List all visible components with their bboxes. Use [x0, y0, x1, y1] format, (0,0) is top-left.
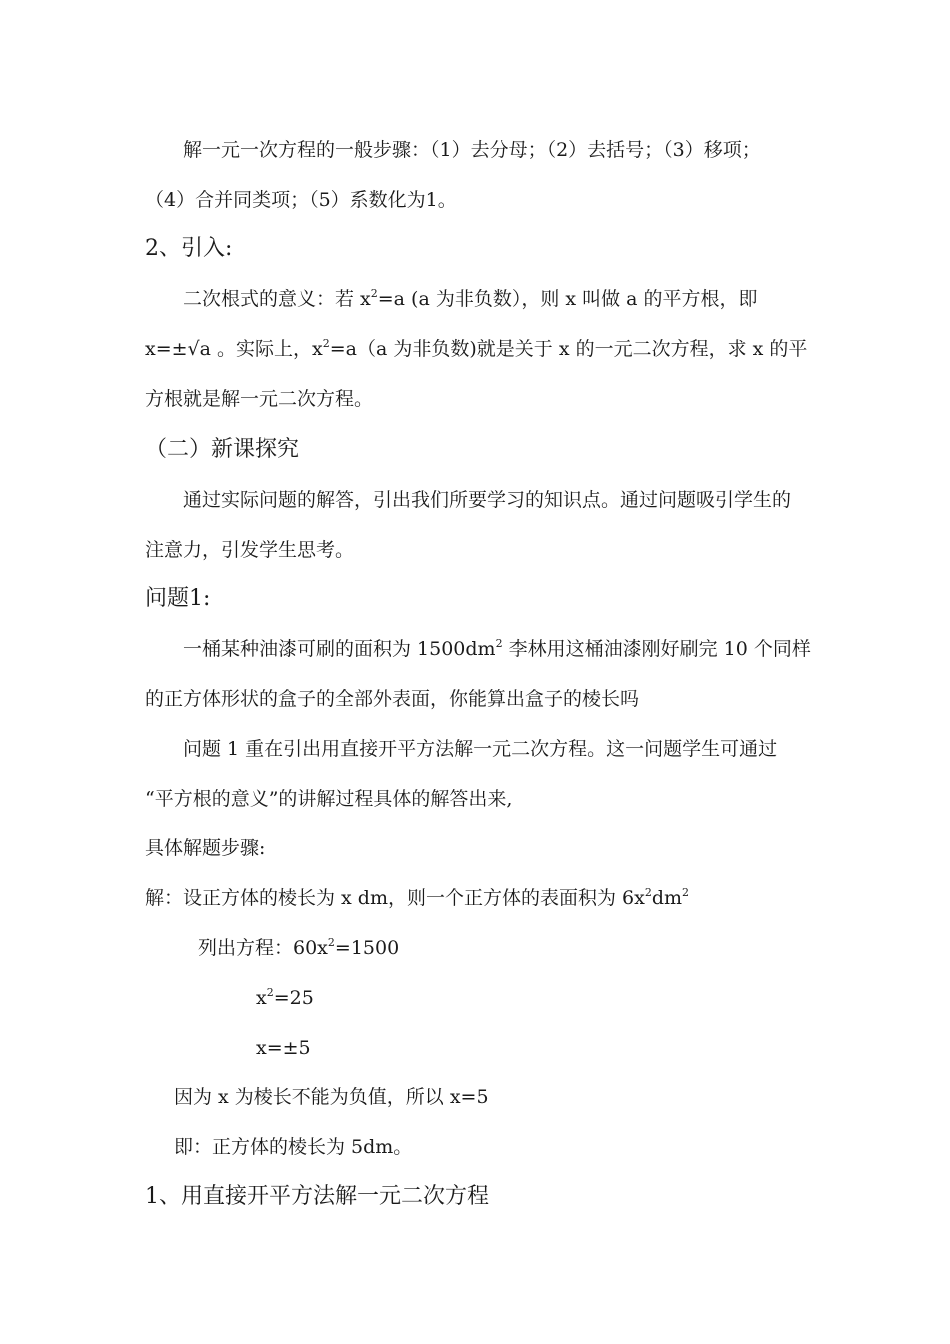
because-line — [174, 1084, 839, 1110]
intro-text-2b: =a（a 为非负数)就是关于 x 的一元二次方程，求 x 的平 — [329, 338, 808, 360]
problem1-question-line2 — [145, 686, 810, 712]
equation-2 — [256, 985, 921, 1011]
solution-text-b: dm — [651, 887, 683, 909]
superscript: 2 — [644, 886, 652, 899]
solution-steps-label — [145, 835, 810, 861]
note-text-1: 问题 1 重在引出用直接开平方法解一元二次方程。这一问题学生可通过 — [183, 738, 778, 760]
new-lesson-paragraph-line2 — [145, 537, 810, 563]
equation-1 — [198, 935, 863, 961]
question-text-1b: 李林用这桶油漆刚好刷完 10 个同样 — [502, 638, 811, 660]
review-steps-line1 — [183, 137, 848, 163]
intro-heading-text: 2、引入: — [145, 236, 233, 261]
section1-heading-text: 1、用直接开平方法解一元二次方程 — [145, 1184, 489, 1209]
intro-paragraph-line1 — [183, 286, 848, 312]
superscript: 2 — [495, 637, 503, 650]
steps-label-text: 具体解题步骤: — [145, 837, 266, 859]
problem1-question-line1 — [183, 636, 848, 662]
answer-text: 即：正方体的棱长为 5dm。 — [174, 1136, 413, 1158]
review-steps-text-2: （4）合并同类项；（5）系数化为1。 — [145, 189, 457, 211]
superscript: 2 — [682, 886, 690, 899]
intro-text-2a: x=±√a 。实际上，x — [145, 338, 323, 360]
superscript: 2 — [322, 337, 330, 350]
superscript: 2 — [327, 936, 335, 949]
question-text-1a: 一桶某种油漆可刷的面积为 1500dm — [183, 638, 496, 660]
solution-text-a: 解：设正方体的棱长为 x dm，则一个正方体的表面积为 6x — [145, 887, 645, 909]
equation-3 — [256, 1035, 921, 1061]
note-text-2: “平方根的意义”的讲解过程具体的解答出来, — [145, 788, 513, 810]
review-steps-line2 — [145, 187, 810, 213]
intro-text-1b: =a (a 为非负数），则 x 叫做 a 的平方根，即 — [377, 288, 758, 310]
superscript: 2 — [370, 287, 378, 300]
intro-text-3: 方根就是解一元二次方程。 — [145, 388, 374, 410]
equation-3-text: x=±5 — [256, 1037, 311, 1059]
new-lesson-text-2: 注意力，引发学生思考。 — [145, 539, 355, 561]
answer-line — [174, 1134, 839, 1160]
new-lesson-heading-text: （二）新课探究 — [145, 437, 300, 462]
equation-2-text-b: =25 — [273, 987, 314, 1009]
equation-1-text-b: =1500 — [334, 937, 400, 959]
intro-paragraph-line2 — [145, 336, 810, 362]
problem1-heading-text: 问题1: — [145, 586, 211, 611]
intro-paragraph-line3 — [145, 386, 810, 412]
intro-heading — [145, 234, 810, 264]
review-steps-text: 解一元一次方程的一般步骤：（1）去分母；（2）去括号；（3）移项； — [183, 139, 761, 161]
because-text: 因为 x 为棱长不能为负值，所以 x=5 — [174, 1086, 489, 1108]
new-lesson-heading — [145, 435, 810, 465]
new-lesson-paragraph-line1 — [183, 487, 848, 513]
problem1-heading — [145, 584, 810, 614]
problem1-note-line2 — [145, 786, 810, 812]
equation-2-text-a: x — [256, 987, 267, 1009]
question-text-2: 的正方体形状的盒子的全部外表面，你能算出盒子的棱长吗 — [145, 688, 640, 710]
equation-1-text-a: 列出方程：60x — [198, 937, 328, 959]
superscript: 2 — [266, 986, 274, 999]
new-lesson-text-1: 通过实际问题的解答，引出我们所要学习的知识点。通过问题吸引学生的 — [183, 489, 792, 511]
problem1-note-line1 — [183, 736, 848, 762]
solution-setup — [145, 885, 810, 911]
intro-text-1a: 二次根式的意义：若 x — [183, 288, 371, 310]
section1-heading — [145, 1182, 810, 1212]
